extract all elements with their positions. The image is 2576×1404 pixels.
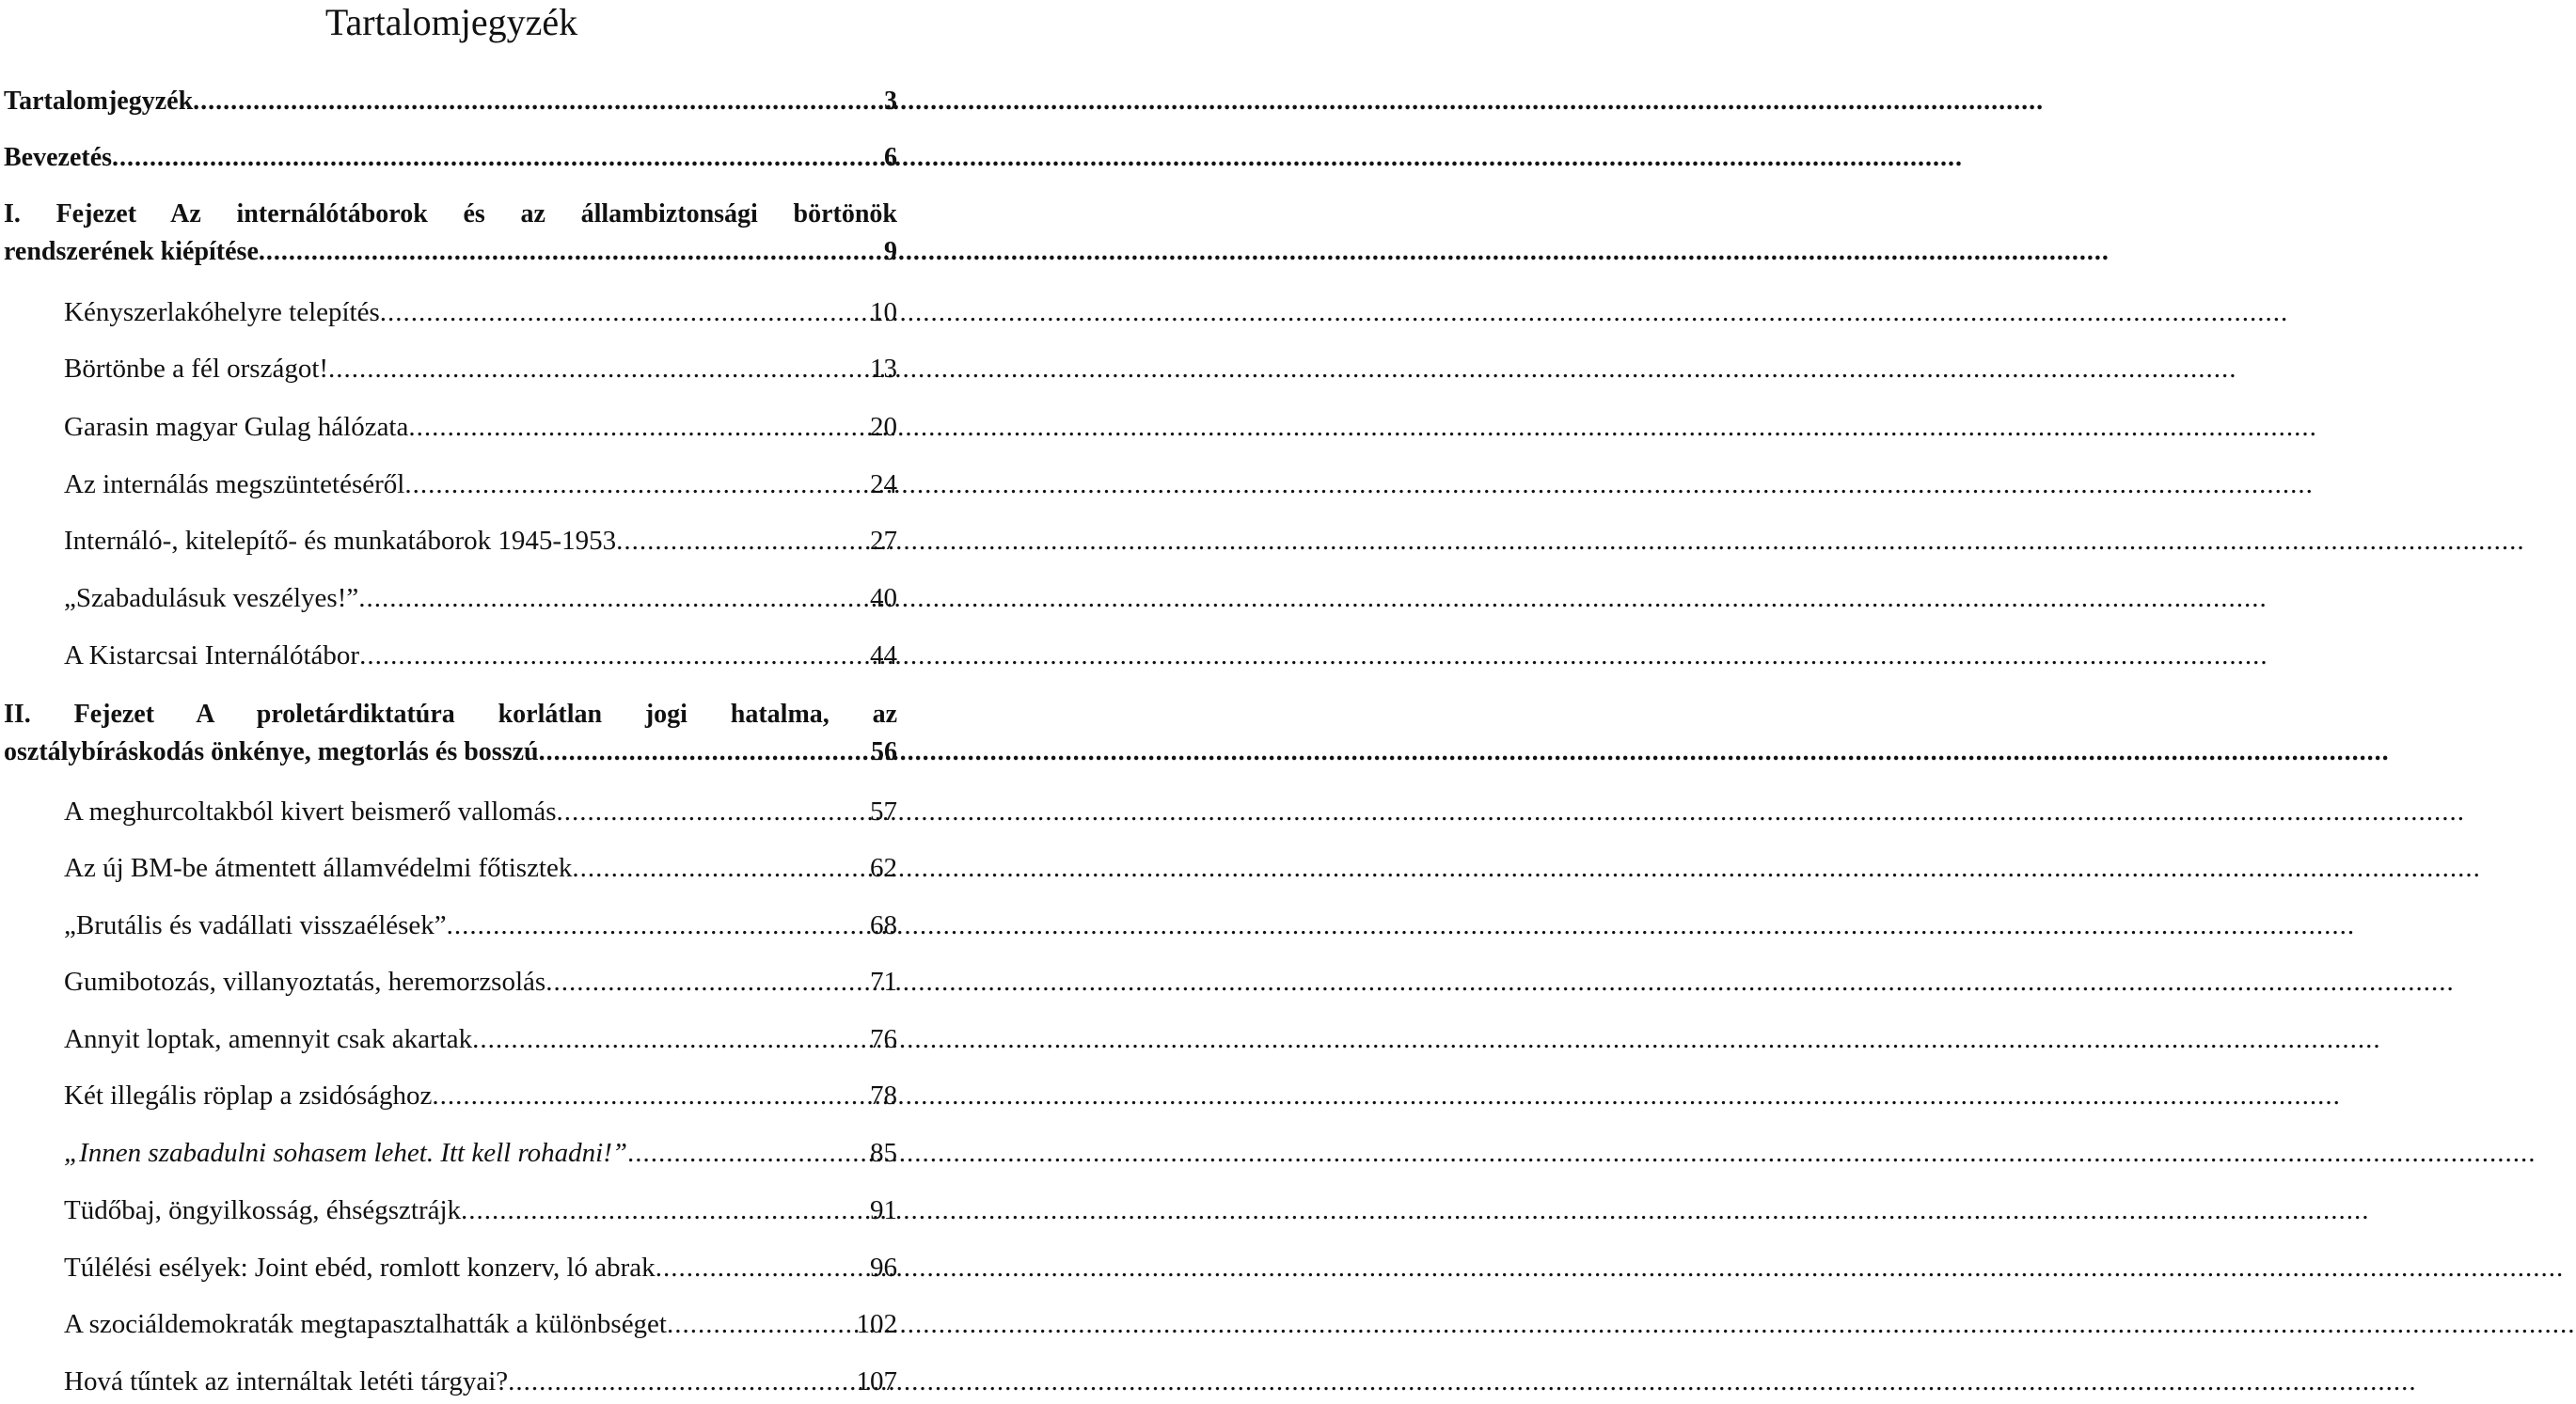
toc-entry-tudobaj[interactable] — [64, 1191, 897, 1229]
page-number: 27 — [870, 526, 897, 556]
page-number: 13 — [870, 354, 897, 384]
entry-title: Garasin magyar Gulag hálózata — [64, 412, 409, 442]
toc-entry-kenyszerlakohely[interactable] — [64, 293, 897, 331]
dot-leader — [359, 637, 870, 674]
toc-entry-bm-fotisztek[interactable] — [64, 849, 897, 887]
entry-title: „Innen szabadulni sohasem lehet. Itt kell rohadni!” — [64, 1138, 628, 1168]
page-number: 91 — [870, 1195, 897, 1225]
dot-leader — [616, 522, 870, 560]
entry-title: A szociáldemokraták megtapasztalhatták a különbséget — [64, 1309, 667, 1339]
page-number: 71 — [870, 967, 897, 997]
entry-title-line1: II. Fejezet A proletárdiktatúra korlátlan jogi hatalma, az — [4, 700, 897, 729]
entry-title: Kényszerlakóhelyre telepítés — [64, 297, 380, 327]
page-number: 76 — [870, 1024, 897, 1054]
dot-leader — [627, 1134, 870, 1172]
toc-entry-leteti-targyai[interactable] — [64, 1363, 897, 1400]
page-number: 56 — [871, 737, 897, 766]
dot-leader — [472, 1020, 870, 1058]
page-number: 10 — [870, 297, 897, 327]
toc-entry-kistarcsai[interactable] — [64, 637, 897, 674]
toc-entry-bevezetes[interactable] — [4, 139, 897, 177]
page-number: 24 — [870, 469, 897, 499]
entry-title: Az internálás megszüntetéséről — [64, 469, 405, 499]
toc-entry-chapter-1[interactable] — [4, 196, 897, 271]
dot-leader — [380, 293, 870, 331]
entry-title: „Brutális és vadállati visszaélések” — [64, 910, 447, 940]
toc-entry-chapter-2[interactable] — [4, 696, 897, 771]
toc-entry-tartalomjegyzek[interactable] — [4, 83, 897, 120]
toc-entry-garasin[interactable] — [64, 408, 897, 446]
toc-entry-innen-szabadulni[interactable] — [64, 1134, 897, 1172]
dot-leader — [557, 793, 871, 830]
page-number: 57 — [870, 797, 897, 827]
page-number: 44 — [870, 640, 897, 670]
toc-entry-brutalis[interactable] — [64, 907, 897, 944]
entry-title: Börtönbe a fél országot! — [64, 354, 329, 384]
entry-title: rendszerének kiépítése — [4, 237, 259, 266]
page-number: 40 — [870, 583, 897, 613]
page-number: 96 — [870, 1253, 897, 1283]
page-number: 107 — [856, 1366, 897, 1396]
dot-leader — [259, 233, 884, 271]
entry-title: Túlélési esélyek: Joint ebéd, romlott konzerv, ló abrak — [64, 1253, 656, 1283]
toc-entry-beismero-vallomas[interactable] — [64, 793, 897, 830]
dot-leader — [328, 350, 870, 387]
entry-title: Internáló-, kitelepítő- és munkatáborok 1945-1953 — [64, 526, 617, 556]
entry-title: Gumibotozás, villanyoztatás, heremorzsolás — [64, 967, 546, 997]
page-number: 3 — [884, 87, 897, 116]
toc-page — [0, 0, 903, 1404]
toc-entry-internalas-megszuntetese[interactable] — [64, 465, 897, 503]
dot-leader — [193, 83, 884, 120]
dot-leader — [545, 963, 870, 1001]
entry-title: Tartalomjegyzék — [4, 87, 194, 116]
toc-entry-annyit-loptak[interactable] — [64, 1020, 897, 1058]
toc-entry-bortonbe[interactable] — [64, 350, 897, 387]
dot-leader — [408, 408, 870, 446]
page-number: 78 — [870, 1081, 897, 1111]
toc-entry-internalo-taborok[interactable] — [64, 522, 897, 560]
toc-entry-ket-ropl[interactable] — [64, 1077, 897, 1114]
toc-entry-szocialdemokratak[interactable] — [64, 1305, 897, 1343]
toc-entry-gumibotozas[interactable] — [64, 963, 897, 1001]
toc-entry-tulelesi-eselyek[interactable] — [64, 1249, 897, 1286]
page-number: 9 — [884, 237, 897, 266]
entry-title: Két illegális röplap a zsidósághoz — [64, 1081, 433, 1111]
page-number: 85 — [870, 1138, 897, 1168]
dot-leader — [667, 1305, 857, 1343]
entry-title: Hová tűntek az internáltak letéti tárgyai? — [64, 1366, 509, 1396]
dot-leader — [572, 849, 870, 887]
entry-title: A Kistarcsai Internálótábor — [64, 640, 360, 670]
dot-leader — [656, 1249, 870, 1286]
toc-entry-szabadulasuk[interactable] — [64, 579, 897, 617]
dot-leader — [112, 139, 884, 177]
entry-title: Tüdőbaj, öngyilkosság, éhségsztrájk — [64, 1195, 462, 1225]
dot-leader — [539, 734, 871, 771]
page-number: 6 — [884, 143, 897, 172]
entry-title: Bevezetés — [4, 143, 113, 172]
entry-title: „Szabadulásuk veszélyes!” — [64, 583, 359, 613]
entry-title: osztálybíráskodás önkénye, megtorlás és bosszú — [4, 737, 539, 766]
entry-title: A meghurcoltakból kivert beismerő vallomás — [64, 797, 557, 827]
entry-title-line1: I. Fejezet Az internálótáborok és az állambiztonsági börtönök — [4, 199, 897, 229]
page-number: 62 — [870, 853, 897, 883]
entry-title: Annyit loptak, amennyit csak akartak — [64, 1024, 473, 1054]
page-number: 20 — [870, 412, 897, 442]
dot-leader — [508, 1363, 856, 1400]
dot-leader — [447, 907, 870, 944]
dot-leader — [358, 579, 870, 617]
dot-leader — [404, 465, 870, 503]
page-title: Tartalomjegyzék — [324, 1, 578, 43]
entry-title: Az új BM-be átmentett államvédelmi főtisztek — [64, 853, 573, 883]
dot-leader — [432, 1077, 870, 1114]
page-number: 68 — [870, 910, 897, 940]
dot-leader — [461, 1191, 870, 1229]
page-number: 102 — [856, 1309, 897, 1339]
